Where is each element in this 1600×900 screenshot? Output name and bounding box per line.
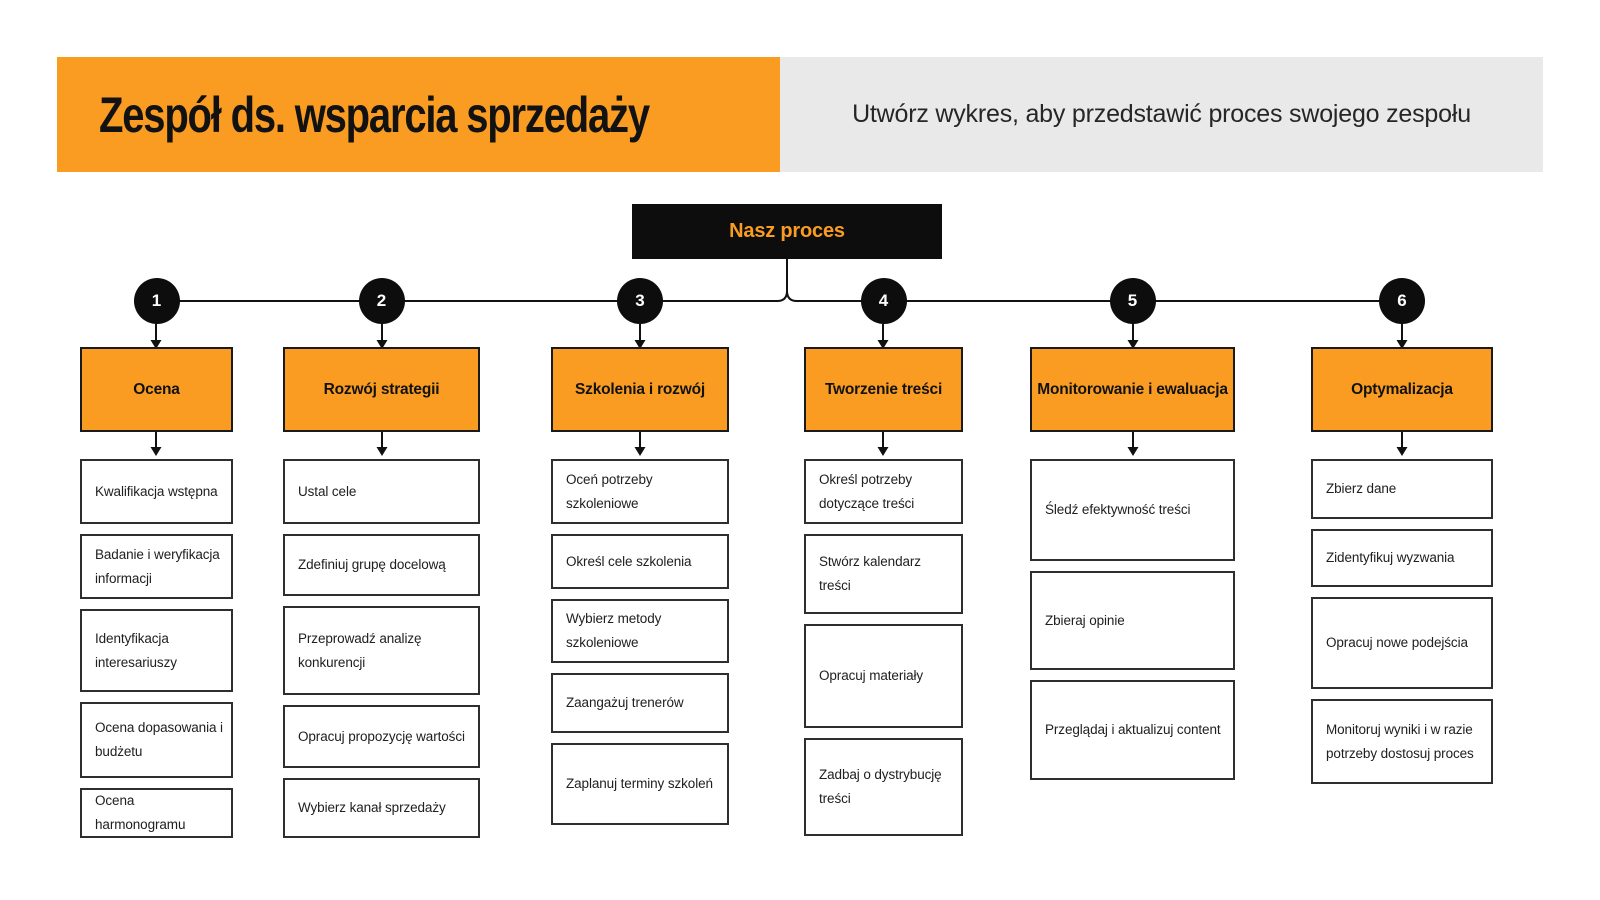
step-label: Zbieraj opinie [1045, 612, 1125, 628]
stage-header [804, 347, 963, 432]
step-card [804, 738, 963, 836]
step-label: Oceń potrzeby szkoleniowe [566, 471, 653, 511]
root-node-label: Nasz proces [729, 220, 845, 242]
step-number: 2 [376, 291, 387, 310]
step-label: Identyfikacja interesariuszy [95, 630, 177, 670]
step-label: Opracuj nowe podejścia [1326, 635, 1468, 651]
step-number-badge [1379, 278, 1425, 324]
stage-title: Monitorowanie i ewaluacja [1037, 380, 1228, 398]
step-label: Ustal cele [298, 483, 357, 499]
step-label: Określ cele szkolenia [566, 553, 692, 569]
stage-header [551, 347, 729, 432]
step-card [80, 609, 233, 692]
stage-steps [283, 459, 480, 848]
step-label: Opracuj materiały [819, 668, 924, 684]
stage-steps [1311, 459, 1493, 794]
stage-title: Optymalizacja [1351, 380, 1453, 398]
step-label: Wybierz kanał sprzedaży [298, 800, 446, 816]
step-card [1311, 529, 1493, 587]
step-number-badge [359, 278, 405, 324]
step-number-badge [861, 278, 907, 324]
root-node [632, 204, 942, 259]
process-column [1030, 278, 1235, 790]
step-card [804, 459, 963, 524]
step-number-badge [1110, 278, 1156, 324]
step-number: 3 [635, 291, 645, 310]
stage-header [1311, 347, 1493, 432]
step-label: Stwórz kalendarz treści [819, 554, 921, 593]
process-column [551, 278, 729, 835]
process-column [283, 278, 480, 848]
step-label: Wybierz metody szkoleniowe [566, 611, 662, 650]
step-number: 1 [151, 291, 162, 310]
step-label: Zidentyfikuj wyzwania [1326, 550, 1455, 566]
stage-header [80, 347, 233, 432]
step-card [551, 599, 729, 663]
process-column [804, 278, 963, 846]
step-label: Kwalifikacja wstępna [95, 483, 218, 499]
step-card [551, 673, 729, 733]
step-card [804, 534, 963, 614]
stage-steps [804, 459, 963, 846]
step-card [1311, 459, 1493, 519]
step-label: Badanie i weryfikacja informacji [95, 546, 220, 586]
stage-header [1030, 347, 1235, 432]
step-label: Zdefiniuj grupę docelową [298, 557, 446, 573]
step-label: Przeprowadź analizę konkurencji [298, 630, 422, 670]
step-card [1030, 680, 1235, 780]
step-label: Opracuj propozycję wartości [298, 728, 465, 744]
step-card [283, 534, 480, 596]
step-card [1030, 571, 1235, 670]
step-card [283, 778, 480, 838]
step-number-badge [617, 278, 663, 324]
stage-header [283, 347, 480, 432]
step-card [804, 624, 963, 728]
step-number: 5 [1127, 291, 1138, 310]
stage-title: Tworzenie treści [824, 380, 943, 398]
process-column [80, 278, 233, 848]
step-label: Ocena harmonogramu [95, 793, 186, 832]
step-label: Określ potrzeby dotyczące treści [819, 471, 915, 511]
step-label: Zaplanuj terminy szkoleń [566, 776, 713, 792]
step-card [551, 534, 729, 589]
step-label: Zadbaj o dystrybucję treści [819, 767, 942, 806]
step-card [283, 705, 480, 768]
stage-title: Ocena [133, 380, 180, 398]
step-card [80, 788, 233, 838]
stage-steps [80, 459, 233, 848]
step-label: Śledź efektywność treści [1045, 502, 1191, 518]
process-column [1311, 278, 1493, 794]
step-card [551, 459, 729, 524]
step-card [80, 534, 233, 599]
step-number: 6 [1397, 291, 1407, 310]
step-label: Zaangażuj trenerów [566, 695, 684, 711]
step-label: Zbierz dane [1326, 481, 1397, 497]
stage-title: Rozwój strategii [323, 380, 440, 398]
step-card [551, 743, 729, 825]
page-subtitle: Utwórz wykres, aby przedstawić proces swojego zespołu [852, 100, 1471, 128]
step-label: Ocena dopasowania i budżetu [95, 720, 223, 759]
step-label: Monitoruj wyniki i w razie potrzeby dostosuj proces [1326, 721, 1474, 761]
stage-title: Szkolenia i rozwój [575, 380, 705, 398]
step-number: 4 [878, 291, 889, 310]
stage-steps [551, 459, 729, 835]
step-label: Przeglądaj i aktualizuj content [1045, 722, 1221, 738]
step-card [283, 459, 480, 524]
step-card [283, 606, 480, 695]
page-title: Zespół ds. wsparcia sprzedaży [99, 86, 649, 143]
step-card [1311, 597, 1493, 689]
step-card [80, 459, 233, 524]
stage-steps [1030, 459, 1235, 790]
step-number-badge [134, 278, 180, 324]
step-card [80, 702, 233, 778]
step-card [1311, 699, 1493, 784]
step-card [1030, 459, 1235, 561]
